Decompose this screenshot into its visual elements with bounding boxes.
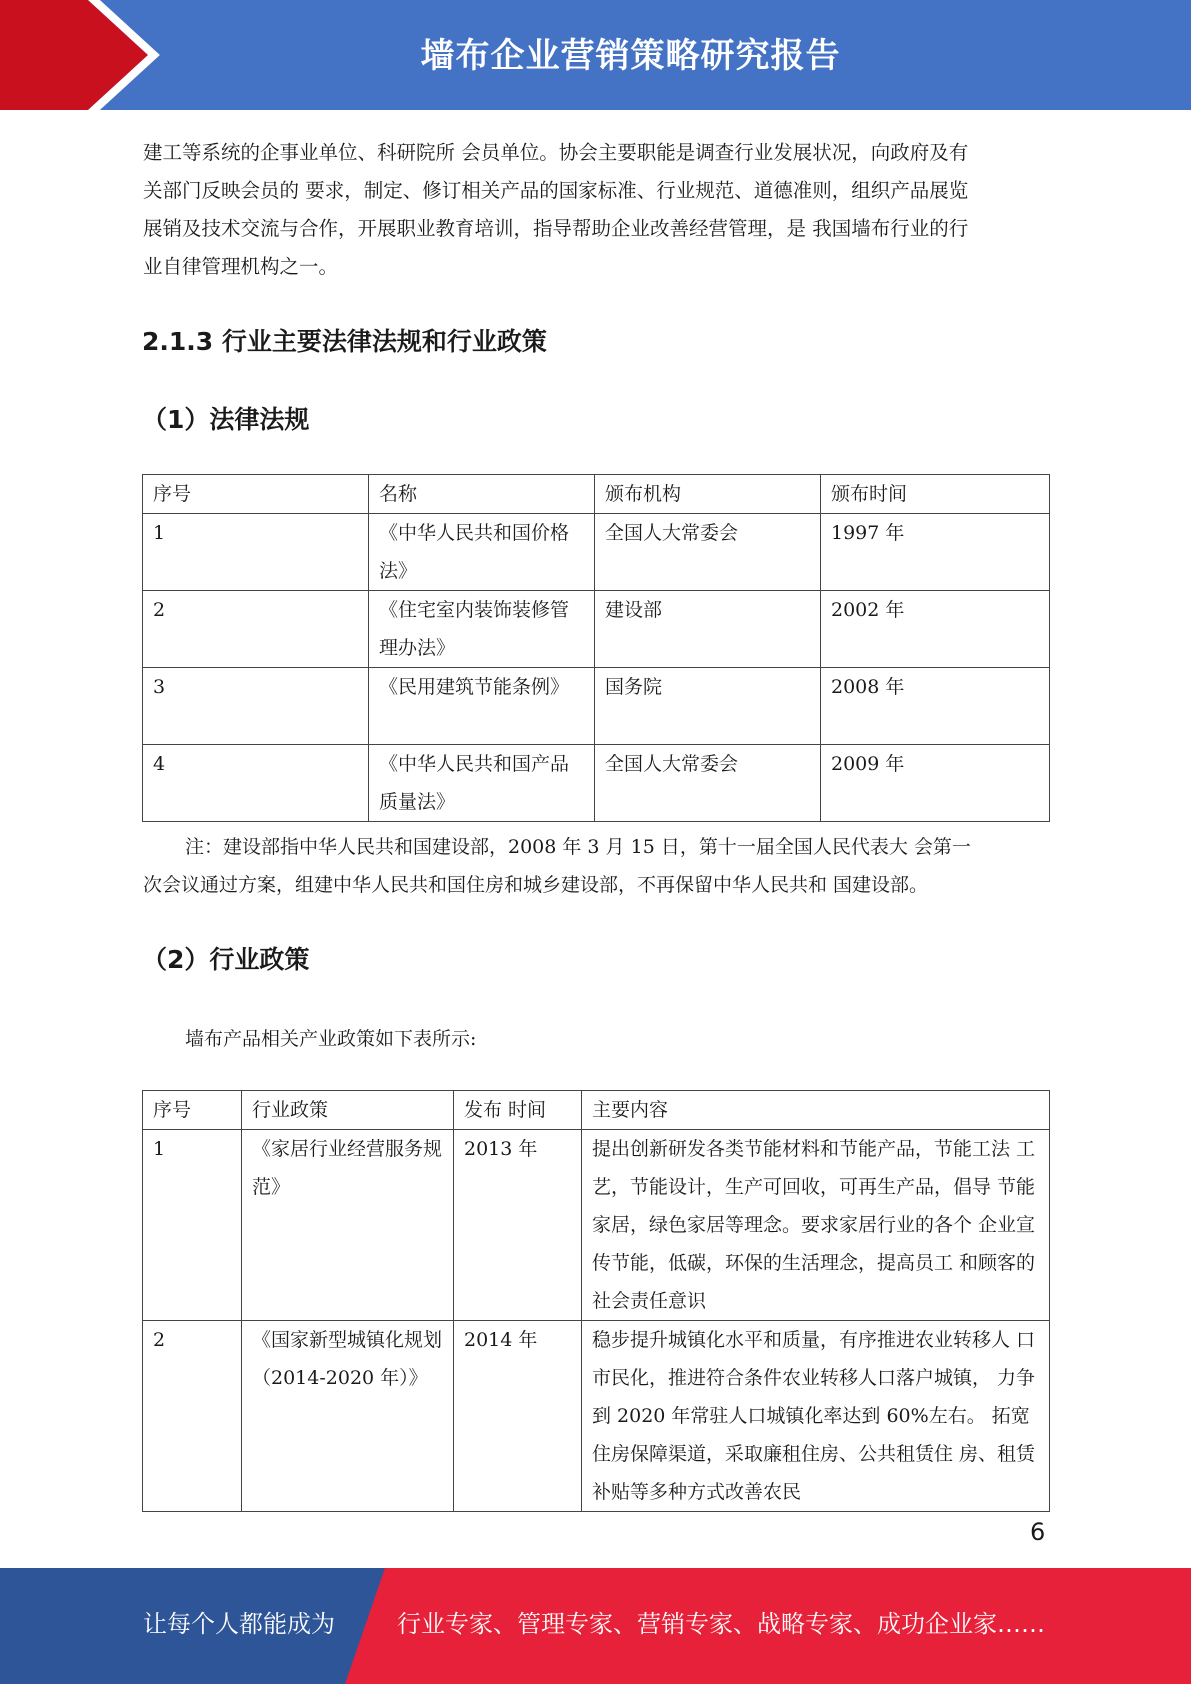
table-cell: 《中华人民共和国产品质量法》 [369,745,595,822]
table-cell: 提出创新研发各类节能材料和节能产品，节能工法 工艺，节能设计，生产可回收，可再生产品，倡导 节能家居，绿色家居等理念。要求家居行业的各个 企业宣传节能，低碳，环保的生活理念，提高员工 和顾客的社会责任意识 [582,1130,1050,1321]
note-line: 注：建设部指中华人民共和国建设部，2008 年 3 月 15 日，第十一届全国人民代表大 会第一 [185,836,971,858]
table-header-row [143,1091,1050,1130]
policies-heading: （2）行业政策 [142,945,310,974]
table-row [143,1130,1050,1321]
table-header-row [143,475,1050,514]
table-cell: 全国人大常委会 [595,745,821,822]
footer-slogan: 让每个人都能成为 [143,1610,335,1638]
table-cell: 3 [143,668,369,745]
table-cell: 《中华人民共和国价格法》 [369,514,595,591]
table-cell: 2008 年 [821,668,1050,745]
report-title: 墙布企业营销策略研究报告 [420,36,841,76]
intro-line: 业自律管理机构之一。 [143,255,339,278]
page-header [0,0,1191,110]
table-cell: 2013 年 [454,1130,582,1321]
header-cell: 颁布时间 [821,475,1050,514]
table-cell: 1997 年 [821,514,1050,591]
intro-line: 关部门反映会员的 要求，制定、修订相关产品的国家标准、行业规范、道德准则，组织产品展览 [143,179,969,202]
policies-intro-text: 墙布产品相关产业政策如下表所示: [185,1028,477,1050]
table-cell: 《家居行业经营服务规范》 [242,1130,454,1321]
table-row [143,745,1050,822]
table-row [143,668,1050,745]
intro-line: 展销及技术交流与合作，开展职业教育培训，指导帮助企业改善经营管理，是 我国墙布行业的行 [143,217,969,240]
table-row [143,514,1050,591]
table-cell: 1 [143,1130,242,1321]
page-number: 6 [1030,1518,1046,1546]
table-row [143,591,1050,668]
laws-table [142,474,1050,822]
header-cell: 颁布机构 [595,475,821,514]
header-cell: 行业政策 [242,1091,454,1130]
intro-line: 建工等系统的企事业单位、科研院所 会员单位。协会主要职能是调查行业发展状况，向政府及有 [143,141,969,164]
footer-roles: 行业专家、管理专家、营销专家、战略专家、成功企业家…… [397,1610,1045,1638]
table-cell: 2002 年 [821,591,1050,668]
policies-intro [143,1020,1048,1058]
header-cell: 主要内容 [582,1091,1050,1130]
table-cell: 稳步提升城镇化水平和质量，有序推进农业转移人 口市民化，推进符合条件农业转移人口落户城镇， 力争到 2020 年常驻人口城镇化率达到 60%左右。 拓宽住房保障渠道，采取廉租住房、公共租赁住 房、租赁补贴等多种方式改善农民 [582,1321,1050,1512]
table-cell: 4 [143,745,369,822]
note-line: 次会议通过方案，组建中华人民共和国住房和城乡建设部，不再保留中华人民共和 国建设部。 [143,874,929,896]
table-cell: 全国人大常委会 [595,514,821,591]
header-cell: 序号 [143,475,369,514]
laws-heading: （1）法律法规 [142,405,310,434]
table-cell: 《住宅室内装饰装修管理办法》 [369,591,595,668]
table-cell: 《国家新型城镇化规划（2014-2020 年）》 [242,1321,454,1512]
table-cell: 2 [143,1321,242,1512]
note-paragraph [143,828,1048,904]
section-heading: 2.1.3 行业主要法律法规和行业政策 [142,327,547,356]
table-cell: 2014 年 [454,1321,582,1512]
page-footer [0,1568,1191,1684]
table-cell: 《民用建筑节能条例》 [369,668,595,745]
table-row [143,1321,1050,1512]
table-cell: 2 [143,591,369,668]
table-cell: 国务院 [595,668,821,745]
policies-table [142,1090,1050,1512]
table-cell: 建设部 [595,591,821,668]
intro-paragraph [143,134,1048,286]
header-cell: 序号 [143,1091,242,1130]
header-cell: 名称 [369,475,595,514]
table-cell: 1 [143,514,369,591]
header-cell: 发布 时间 [454,1091,582,1130]
table-cell: 2009 年 [821,745,1050,822]
